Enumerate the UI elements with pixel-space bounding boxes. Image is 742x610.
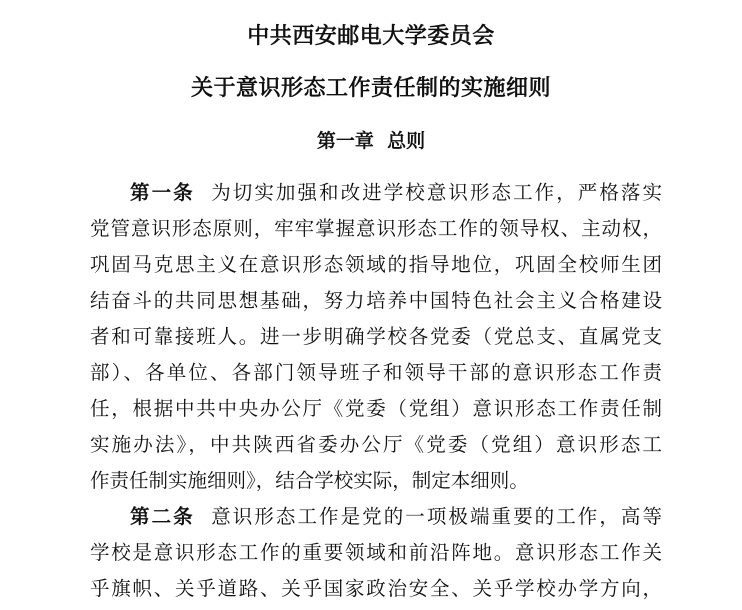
article-1-line-1 [130, 180, 662, 206]
article-1-line-8: 实施办法》，中共陕西省委办公厅《党委（党组）意识形态工 [90, 433, 662, 456]
article-1-line-2: 党管意识形态原则，牢牢掌握意识形态工作的领导权、主动权， [90, 217, 662, 240]
article-2-label: 第二条 [130, 505, 195, 528]
article-2-line-1 [130, 504, 662, 530]
chapter-number: 第一章 [316, 130, 374, 152]
chapter-heading [0, 128, 742, 154]
article-1-line-3: 巩固马克思主义在意识形态领域的指导地位，巩固全校师生团 [90, 253, 662, 276]
article-2-line-3: 乎旗帜、关乎道路、关乎国家政治安全、关乎学校办学方向， [90, 577, 662, 600]
article-1-line-9: 作责任制实施细则》，结合学校实际，制定本细则。 [90, 469, 529, 492]
article-1-line-6: 部）、各单位、各部门领导班子和领导干部的意识形态工作责 [90, 361, 662, 384]
document-title-line-2: 关于意识形态工作责任制的实施细则 [190, 75, 551, 101]
document-title-line-1: 中共西安邮电大学委员会 [247, 23, 495, 49]
article-1-text-1: 为切实加强和改进学校意识形态工作，严格落实 [211, 181, 662, 204]
article-1-line-5: 者和可靠接班人。进一步明确学校各党委（党总支、直属党支 [90, 325, 662, 348]
article-2-text-1: 意识形态工作是党的一项极端重要的工作，高等 [211, 505, 662, 528]
article-2-line-2: 学校是意识形态工作的重要领域和前沿阵地。意识形态工作关 [90, 541, 662, 564]
article-1-line-7: 任，根据中共中央办公厅《党委（党组）意识形态工作责任制 [90, 397, 662, 420]
article-1-line-4: 结奋斗的共同思想基础，努力培养中国特色社会主义合格建设 [90, 289, 662, 312]
article-1-label: 第一条 [130, 181, 195, 204]
chapter-name: 总则 [387, 130, 426, 152]
